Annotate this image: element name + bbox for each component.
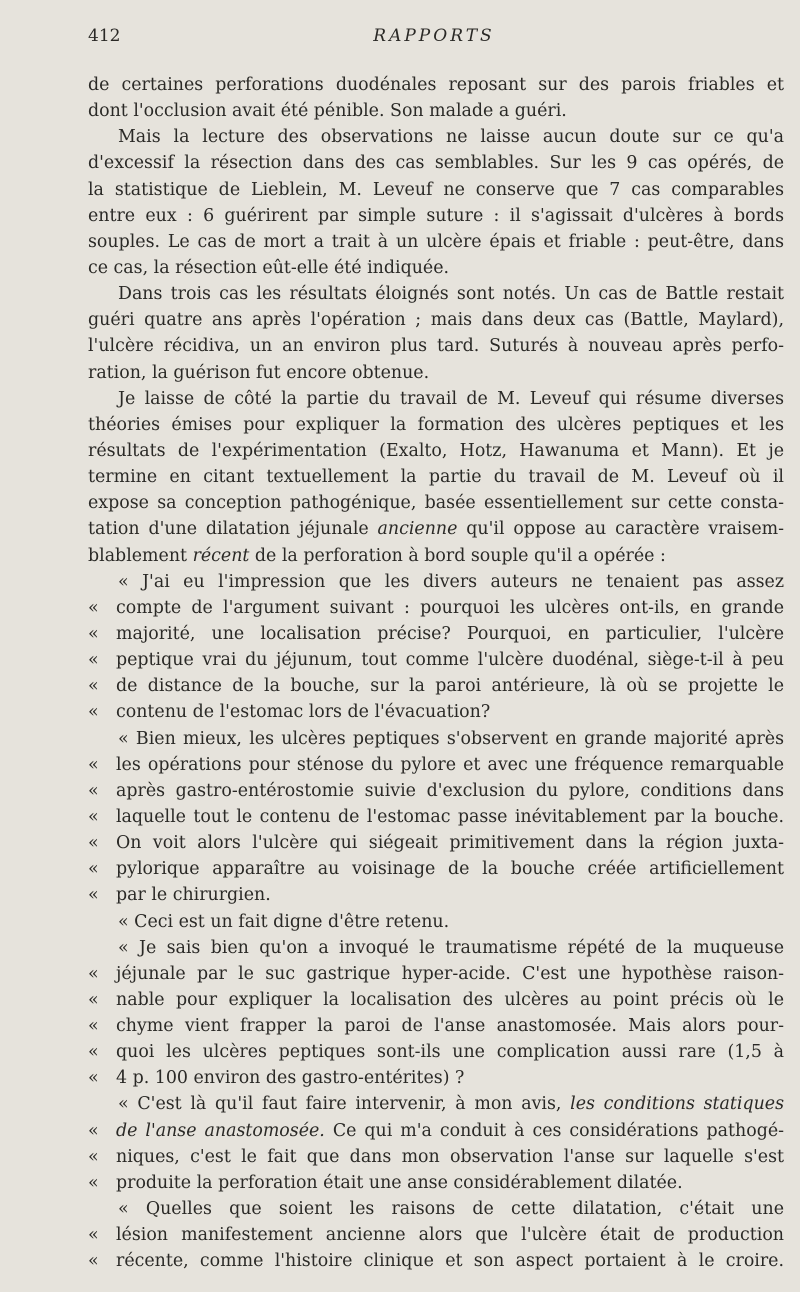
text-line-mixed (88, 516, 784, 542)
text-line: résultats de l'expérimentation (Exalto, Hotz, Hawanuma et Mann). Et je (88, 440, 784, 461)
body-text (88, 72, 784, 1274)
quote-line: « quoi les ulcères peptiques sont-ils une complication aussi rare (1,5 à (88, 1039, 784, 1065)
text-line: l'ulcère récidiva, un an environ plus tard. Suturés à nouveau après perfo- (88, 336, 784, 357)
quote-line: « 4 p. 100 environ des gastro-entérites) ? (88, 1065, 784, 1091)
running-title: RAPPORTS (373, 26, 495, 46)
text-line: Mais la lecture des observations ne laisse aucun doute sur ce qu'a (118, 127, 784, 148)
quote-line: « contenu de l'estomac lors de l'évacuation? (88, 699, 784, 725)
text-line: dont l'occlusion avait été pénible. Son malade a guéri. (88, 101, 567, 122)
quote-line: « Quelles que soient les raisons de cette dilatation, c'était une (118, 1199, 784, 1220)
text-line-mixed (88, 543, 784, 569)
text-line: la statistique de Lieblein, M. Leveuf ne conserve que 7 cas comparables (88, 179, 784, 200)
emphasis-anse-anastomosee: de l'anse anastomosée. (116, 1120, 325, 1141)
quote-line: « J'ai eu l'impression que les divers auteurs ne tenaient pas assez (118, 571, 784, 592)
text-line: expose sa conception pathogénique, basée essentiellement sur cette consta- (88, 493, 784, 514)
quote-line: « majorité, une localisation précise? Pourquoi, en particulier, l'ulcère (88, 621, 784, 647)
text-line: souples. Le cas de mort a trait à un ulcère épais et friable : peut-être, dans (88, 231, 784, 252)
quote-line: « jéjunale par le suc gastrique hyper-acide. C'est une hypothèse raison- (88, 961, 784, 987)
text-line: ce cas, la résection eût-elle été indiquée. (88, 257, 450, 278)
quote-line: « pylorique apparaître au voisinage de la bouche créée artificiellement (88, 856, 784, 882)
text-segment: Ce qui m'a conduit à ces considérations pathogé- (332, 1120, 784, 1141)
text-line: entre eux : 6 guérirent par simple suture : il s'agissait d'ulcères à bords (88, 205, 784, 226)
quote-line: « lésion manifestement ancienne alors que l'ulcère était de production (88, 1222, 784, 1248)
text-line: Je laisse de côté la partie du travail de M. Leveuf qui résume diverses (118, 388, 784, 409)
text-segment: de la perforation à bord souple qu'il a opérée : (254, 545, 666, 566)
text-line: théories émises pour expliquer la formation des ulcères peptiques et les (88, 414, 784, 435)
quote-line: « après gastro-entérostomie suivie d'exclusion du pylore, conditions dans (88, 778, 784, 804)
text-segment: blablement (88, 545, 188, 566)
emphasis-ancienne: ancienne (377, 519, 458, 540)
quote-line: « peptique vrai du jéjunum, tout comme l'ulcère duodénal, siège-t-il à peu (88, 647, 784, 673)
quote-line: « compte de l'argument suivant : pourquoi les ulcères ont-ils, en grande (88, 595, 784, 621)
quote-line: « Ceci est un fait digne d'être retenu. (118, 911, 450, 932)
text-line: de certaines perforations duodénales reposant sur des parois friables et (88, 75, 784, 95)
quote-line: « nable pour expliquer la localisation des ulcères au point précis où le (88, 987, 784, 1013)
quote-line: « récente, comme l'histoire clinique et son aspect portaient à le croire. (88, 1248, 784, 1274)
text-line: d'excessif la résection dans des cas semblables. Sur les 9 cas opérés, de (88, 153, 784, 174)
text-segment: qu'il oppose au caractère vraisem- (466, 519, 785, 540)
quote-line: « produite la perforation était une anse considérablement dilatée. (88, 1170, 784, 1196)
quote-line: « chyme vient frapper la paroi de l'anse anastomosée. Mais alors pour- (88, 1013, 784, 1039)
quote-line: « par le chirurgien. (88, 882, 784, 908)
page-number: 412 (88, 26, 121, 46)
quote-line: « de distance de la bouche, sur la paroi antérieure, là où se projette le (88, 673, 784, 699)
text-line: Dans trois cas les résultats éloignés sont notés. Un cas de Battle restait (118, 284, 784, 305)
text-line: termine en citant textuellement la partie du travail de M. Leveuf où il (88, 467, 784, 488)
quote-line-mixed (88, 1091, 784, 1117)
text-segment: tation d'une dilatation jéjunale (88, 519, 369, 540)
quote-line: « Je sais bien qu'on a invoqué le traumatisme répété de la muqueuse (118, 937, 784, 958)
quote-line: « On voit alors l'ulcère qui siégeait primitivement dans la région juxta- (88, 830, 784, 856)
page-header (88, 26, 780, 50)
quote-line: « laquelle tout le contenu de l'estomac passe inévitablement par la bouche. (88, 804, 784, 830)
quote-line: « niques, c'est le fait que dans mon observation l'anse sur laquelle s'est (88, 1144, 784, 1170)
quote-line: « les opérations pour sténose du pylore et avec une fréquence remarquable (88, 752, 784, 778)
emphasis-recent: récent (192, 545, 250, 566)
quote-line-mixed (88, 1118, 784, 1144)
text-line: guéri quatre ans après l'opération ; mais dans deux cas (Battle, Maylard), (88, 310, 784, 331)
emphasis-conditions-statiques: les conditions statiques (570, 1094, 785, 1115)
quote-line: « Bien mieux, les ulcères peptiques s'observent en grande majorité après (118, 728, 784, 749)
text-line: ration, la guérison fut encore obtenue. (88, 362, 430, 383)
text-segment: « C'est là qu'il faut faire intervenir, à mon avis, (118, 1094, 562, 1115)
